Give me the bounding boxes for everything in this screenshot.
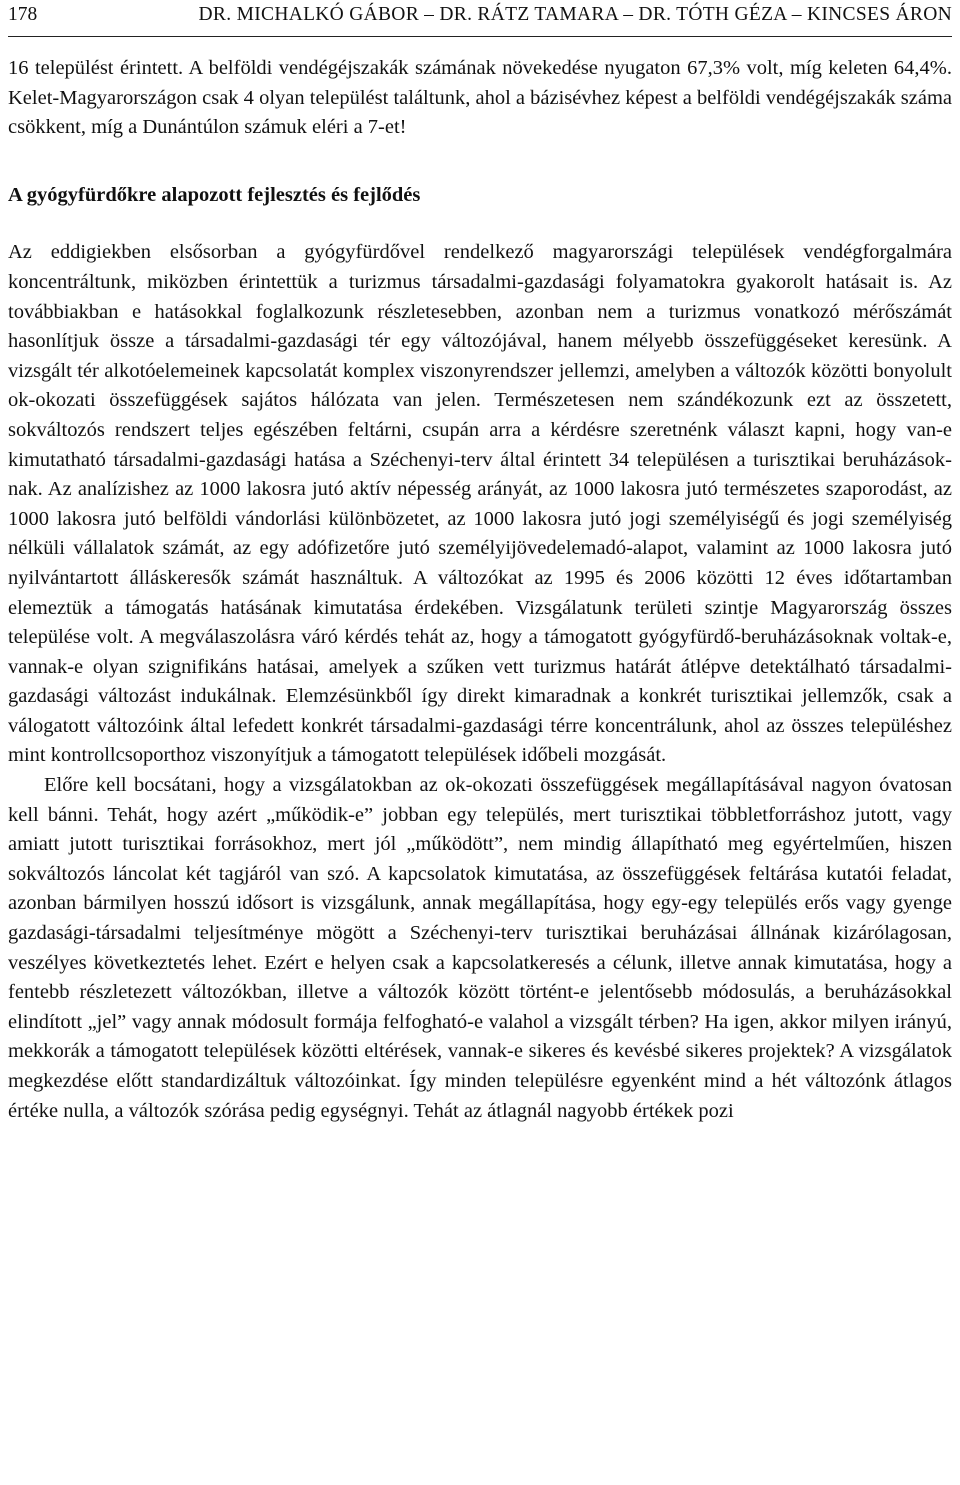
body-paragraph-1: Az eddigiekben elsősorban a gyógyfürdővel rendelkező magyarországi települések vendégforgalmára koncentráltunk, miközben érintettük a turizmus társadalmi-gazdasági folyamatokra gyakorolt hatásait is. Az továbbiakban e hatásokkal foglalkozunk részletesebben, azonban nem a turizmus vonatkozó mérőszámát hasonlítjuk össze a társadalmi-gazdasági tér egy változójával, hanem mélyebb összefüggéseket keresünk. A vizsgált tér alkotóelemeinek kapcsolatát komplex viszonyrendszer jellemzi, amelyben a változók közötti bonyolult ok-okozati összefüggések sajátos hálózata van jelen. Természetesen nem szándékozunk ezt az összetett, sokváltozós rendszert teljes egészében feltárni, csupán arra a kérdésre szeretnénk választ kapni, hogy van-e kimutatható társadalmi-gazdasági hatása a Széchenyi-terv által érintett 34 településen a turisztikai beruházásoknak. Az analízishez az 1000 lakosra jutó aktív népesség arányát, az 1000 lakosra jutó természetes szaporodást, az 1000 lakosra jutó belföldi vándorlási különbözetet, az 1000 lakosra jutó jogi személyiségű és jogi személyiség nélküli vállalatok számát, az egy adófizetőre jutó személyijövedelemadó-alapot, valamint az 1000 lakosra jutó nyilvántartott álláskeresők számát használtuk. A változókat az 1995 és 2006 közötti 12 éves időtartamban elemeztük a támogatás hatásának kimutatása érdekében. Vizsgálatunk területi szintje Magyarország összes települése volt. A megválaszolásra váró kérdés tehát az, hogy a támogatott gyógyfürdő-beruházásoknak voltak-e, vannak-e olyan szignifikáns hatásai, amelyek a szűken vett turizmus határát átlépve detektálható társadalmi-gazdasági változást indukálnak. Elemzésünkből így direkt kimaradnak a konkrét turisztikai jellemzők, csak a válogatott változóink által lefedett konkrét társadalmi-gazdasági térre koncentrálunk, ahol az összes településhez mint kontrollcsoporthoz viszonyítjuk a támogatott települések időbeli mozgását. xyxy=(8,241,952,767)
spacer xyxy=(8,210,952,238)
page-body xyxy=(8,54,952,1126)
page-number: 178 xyxy=(8,4,38,25)
body-paragraph-2: Előre kell bocsátani, hogy a vizsgálatokban az ok-okozati összefüggések megállapításával nagyon óvatosan kell bánni. Tehát, hogy azért „működik-e” jobban egy település, mert turisztikai többletforráshoz jutott, vagy amiatt jutott turisztikai forrásokhoz, mert jól „működött”, nem mindig állapítható meg egyértelműen, hiszen sokváltozós láncolat két tagjáról van szó. A kapcsolatok kimutatása, az összefüggések feltárása kutatói feladat, azonban bármilyen hosszú idősort is vizsgálunk, annak megállapítása, hogy egy-egy település erős vagy gyenge gazdasági-társadalmi teljesítménye mögött a Széchenyi-terv turisztikai beruházásai állnának kizárólagosan, veszélyes következtetés lehet. Ezért e helyen csak a kapcsolatkeresés a célunk, illetve annak kimutatása, hogy a fentebb részletezett változókban, illetve a változók között történt-e jelentősebb módosulás, a beruházásokkal elindított „jel” vagy annak módosult formája felfogható-e valahol a vizsgált térben? Ha igen, akkor milyen irányú, mekkorák a támogatott települések közötti eltérések, vannak-e sikeres és kevésbé sikeres projektek? A vizsgálatok megkezdése előtt standardizáltuk változóinkat. Így minden településre egyenként mind a hét változónk átlagos értéke nulla, a változók szórása pedig egységnyi. Tehát az átlagnál nagyobb értékek pozi xyxy=(8,774,952,1122)
section-heading: A gyógyfürdőkre alapozott fejlesztés és fejlődés xyxy=(8,183,421,206)
running-head xyxy=(8,0,952,37)
running-head-authors: DR. MICHALKÓ GÁBOR – DR. RÁTZ TAMARA – DR. TÓTH GÉZA – KINCSES ÁRON xyxy=(198,4,952,25)
spacer xyxy=(8,143,952,181)
intro-paragraph: 16 települést érintett. A belföldi vendégéjszakák számának növekedése nyugaton 67,3% volt, míg keleten 64,4%. Kelet-Magyarországon csak 4 olyan települést találtunk, ahol a bázisévhez képest a belföldi vendégéjszakák száma csökkent, míg a Dunántúlon számuk eléri a 7-et! xyxy=(8,57,952,139)
